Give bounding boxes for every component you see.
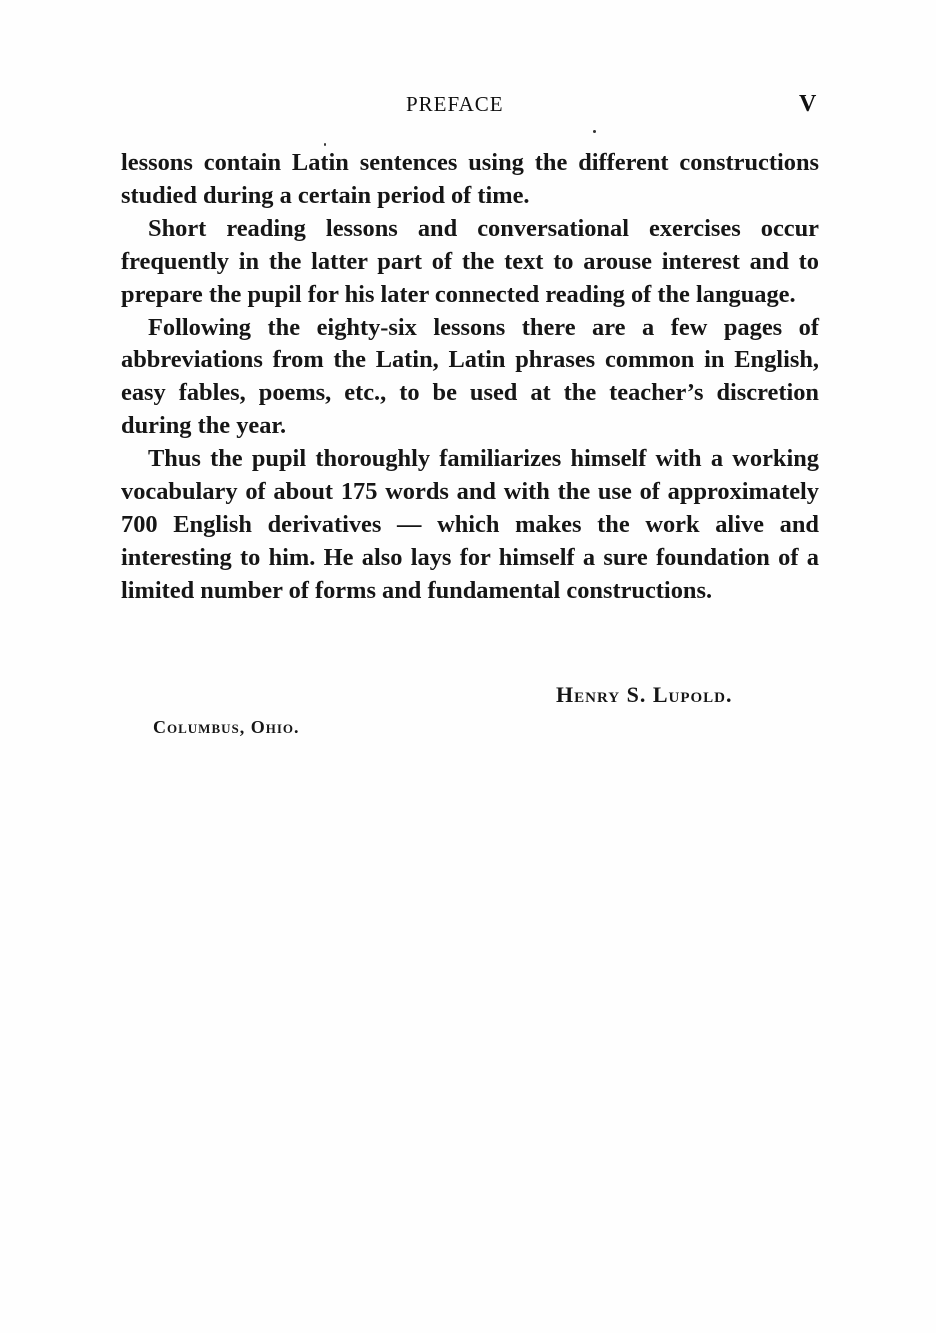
paragraph-appendix: Following the eighty-six lessons there are a few pages of abbreviations from the Latin, Latin phrases common in English, easy fables, poems, etc., to be used at the teacher’s discretion during the year. — [121, 313, 819, 440]
page-title: PREFACE — [406, 92, 504, 116]
paragraph-continuation: lessons contain Latin sentences using the different constructions studied during a certain period of time. — [121, 149, 819, 209]
paragraph-summary: Thus the pupil thoroughly familiarizes himself with a working vocabulary of about 175 words and with the use of approximately 700 English derivatives — which makes the work alive and interesting to him. He also lays for himself a sure foundation of a limited number of forms and fundamental constructions. — [121, 445, 819, 604]
print-speck — [324, 143, 326, 146]
running-head — [0, 92, 936, 122]
place-line: Columbus, Ohio. — [153, 717, 300, 737]
page-number: V — [799, 91, 817, 117]
paragraph-reading-lessons: Short reading lessons and conversational exercises occur frequently in the latter part of the text to arouse interest and to prepare the pupil for his later connected reading of the language. — [121, 214, 819, 308]
print-speck — [593, 130, 596, 133]
author-signature: Henry S. Lupold. — [556, 682, 733, 707]
preface-body — [121, 147, 819, 608]
